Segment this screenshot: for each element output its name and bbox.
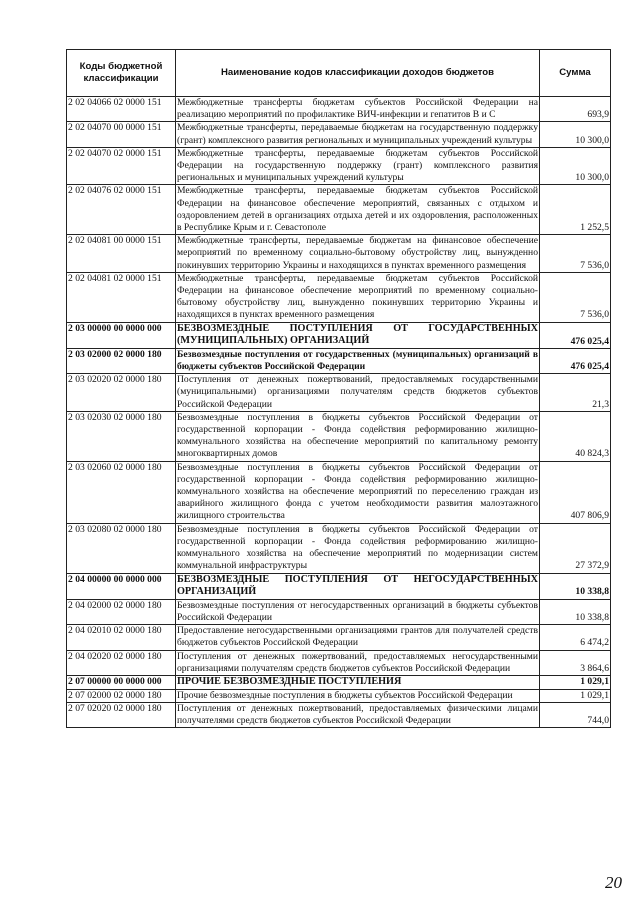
table-row	[67, 461, 611, 523]
cell-sum: 476 025,4	[540, 322, 611, 348]
cell-name: Поступления от денежных пожертвований, предоставляемых физическими лицами получателями средств бюджетов субъектов Российской Федерации	[177, 702, 538, 726]
cell-code: 2 04 00000 00 0000 000	[67, 573, 176, 599]
cell-name: Межбюджетные трансферты, передаваемые бюджетам на финансовое обеспечение мероприятий по временному социально-бытовому обустройству лиц, вынужденно покинувших территорию Украины и находящихся в пунктах временного размещения	[177, 235, 538, 271]
revenue-table	[66, 49, 611, 728]
cell-code: 2 03 02060 02 0000 180	[67, 461, 176, 523]
table-row	[67, 650, 611, 675]
cell-code: 2 03 02000 02 0000 180	[67, 348, 176, 373]
table-row	[67, 185, 611, 235]
table-row	[67, 322, 611, 348]
table-row	[67, 235, 611, 273]
cell-name: Межбюджетные трансферты бюджетам субъектов Российской Федерации на реализацию мероприятий по профилактике ВИЧ-инфекции и гепатитов B и C	[177, 97, 538, 121]
table-row	[67, 147, 611, 185]
cell-sum: 744,0	[540, 702, 611, 727]
cell-name: Поступления от денежных пожертвований, предоставляемых негосударственными организациями получателям средств бюджетов субъектов Российской Федерации	[177, 650, 538, 674]
table-row	[67, 523, 611, 573]
table-row	[67, 272, 611, 322]
cell-name: Безвозмездные поступления в бюджеты субъектов Российской Федерации от государственной корпорации - Фонда содействия реформированию жилищно-коммунального хозяйства на обеспечение мероприятий по переселению граждан из аварийного жилищного фонда с учетом необходимости развития малоэтажного жилищного строительства	[177, 461, 538, 522]
cell-name: Межбюджетные трансферты, передаваемые бюджетам субъектов Российской Федерации на финансовое обеспечение мероприятий по временному социально-бытовому обустройству лиц, вынужденно покинувших территорию Украины и находящихся в пунктах временного размещения	[177, 272, 538, 321]
cell-name: Безвозмездные поступления от государственных (муниципальных) организаций в бюджеты субъектов Российской Федерации	[177, 348, 538, 373]
table-row	[67, 411, 611, 461]
table-row	[67, 374, 611, 412]
cell-code: 2 02 04081 02 0000 151	[67, 272, 176, 322]
cell-sum: 21,3	[540, 374, 611, 412]
cell-name: БЕЗВОЗМЕЗДНЫЕ ПОСТУПЛЕНИЯ ОТ ГОСУДАРСТВЕННЫХ (МУНИЦИПАЛЬНЫХ) ОРГАНИЗАЦИЙ	[176, 322, 540, 348]
cell-code: 2 04 02000 02 0000 180	[67, 599, 176, 624]
cell-sum: 1 252,5	[540, 185, 611, 235]
table-row	[67, 675, 611, 689]
cell-code: 2 03 02030 02 0000 180	[67, 411, 176, 461]
cell-name: Безвозмездные поступления в бюджеты субъектов Российской Федерации от государственной корпорации - Фонда содействия реформированию жилищно-коммунального хозяйства на обеспечение мероприятий по капитальному ремонту многоквартирных домов	[177, 411, 538, 460]
document-page	[66, 49, 610, 728]
cell-code: 2 02 04076 02 0000 151	[67, 185, 176, 235]
cell-name: Межбюджетные трансферты, передаваемые бюджетам субъектов Российской Федерации на финансовое обеспечение мероприятий, связанных с отдыхом и оздоровлением детей в организациях отдыха детей и их оздоровления, расположенных в Республике Крым и г. Севастополе	[177, 185, 538, 234]
cell-sum: 7 536,0	[540, 235, 611, 273]
cell-code: 2 04 02010 02 0000 180	[67, 625, 176, 650]
cell-name: Прочие безвозмездные поступления в бюджеты субъектов Российской Федерации	[176, 689, 540, 702]
cell-sum: 27 372,9	[540, 523, 611, 573]
cell-name: Предоставление негосударственными организациями грантов для получателей средств бюджетов субъектов Российской Федерации	[177, 625, 538, 649]
cell-sum: 10 338,8	[540, 573, 611, 599]
page-number: 20	[605, 873, 622, 892]
cell-sum: 10 300,0	[540, 147, 611, 185]
cell-sum: 10 338,8	[540, 599, 611, 624]
table-row	[67, 625, 611, 650]
cell-code: 2 02 04066 02 0000 151	[67, 97, 176, 122]
header-sum: Сумма	[540, 50, 611, 97]
cell-code: 2 02 04081 00 0000 151	[67, 235, 176, 273]
cell-code: 2 02 04070 00 0000 151	[67, 122, 176, 147]
table-header-row	[67, 50, 611, 97]
cell-code: 2 07 00000 00 0000 000	[67, 675, 176, 689]
cell-code: 2 03 02080 02 0000 180	[67, 523, 176, 573]
cell-code: 2 03 02020 02 0000 180	[67, 374, 176, 412]
cell-sum: 7 536,0	[540, 272, 611, 322]
cell-name: Безвозмездные поступления от негосударственных организаций в бюджеты субъектов Российской Федерации	[177, 599, 538, 623]
cell-name: Поступления от денежных пожертвований, предоставляемых государственными (муниципальными) организациями получателям средств бюджетов субъектов Российской Федерации	[177, 374, 538, 410]
cell-name: Безвозмездные поступления в бюджеты субъектов Российской Федерации от государственной корпорации - Фонда содействия реформированию жилищно-коммунального хозяйства на обеспечение мероприятий по модернизации систем коммунальной инфраструктуры	[177, 523, 538, 572]
cell-sum: 407 806,9	[540, 461, 611, 523]
cell-sum: 693,9	[540, 97, 611, 122]
table-row	[67, 702, 611, 727]
cell-code: 2 02 04070 02 0000 151	[67, 147, 176, 185]
table-row	[67, 97, 611, 122]
cell-code: 2 04 02020 02 0000 180	[67, 650, 176, 675]
cell-sum: 1 029,1	[540, 689, 611, 702]
cell-code: 2 07 02020 02 0000 180	[67, 702, 176, 727]
cell-code: 2 07 02000 02 0000 180	[67, 689, 176, 702]
cell-name: Межбюджетные трансферты, передаваемые бюджетам субъектов Российской Федерации на государственную поддержку (грант) комплексного развития региональных и муниципальных учреждений культуры	[177, 147, 538, 184]
cell-sum: 1 029,1	[540, 675, 611, 689]
cell-name: ПРОЧИЕ БЕЗВОЗМЕЗДНЫЕ ПОСТУПЛЕНИЯ	[176, 675, 540, 689]
table-row	[67, 573, 611, 599]
table-row	[67, 689, 611, 702]
table-body	[67, 97, 611, 728]
cell-sum: 3 864,6	[540, 650, 611, 675]
cell-sum: 10 300,0	[540, 122, 611, 147]
cell-sum: 476 025,4	[540, 348, 611, 373]
cell-sum: 6 474,2	[540, 625, 611, 650]
header-name: Наименование кодов классификации доходов бюджетов	[176, 50, 540, 97]
table-row	[67, 599, 611, 624]
table-row	[67, 348, 611, 373]
cell-code: 2 03 00000 00 0000 000	[67, 322, 176, 348]
cell-sum: 40 824,3	[540, 411, 611, 461]
cell-name: Межбюджетные трансферты, передаваемые бюджетам на государственную поддержку (грант) комплексного развития региональных и муниципальных учреждений культуры	[177, 122, 538, 146]
table-row	[67, 122, 611, 147]
cell-name: БЕЗВОЗМЕЗДНЫЕ ПОСТУПЛЕНИЯ ОТ НЕГОСУДАРСТВЕННЫХ ОРГАНИЗАЦИЙ	[176, 573, 540, 599]
header-code: Коды бюджетной классификации	[67, 50, 176, 97]
